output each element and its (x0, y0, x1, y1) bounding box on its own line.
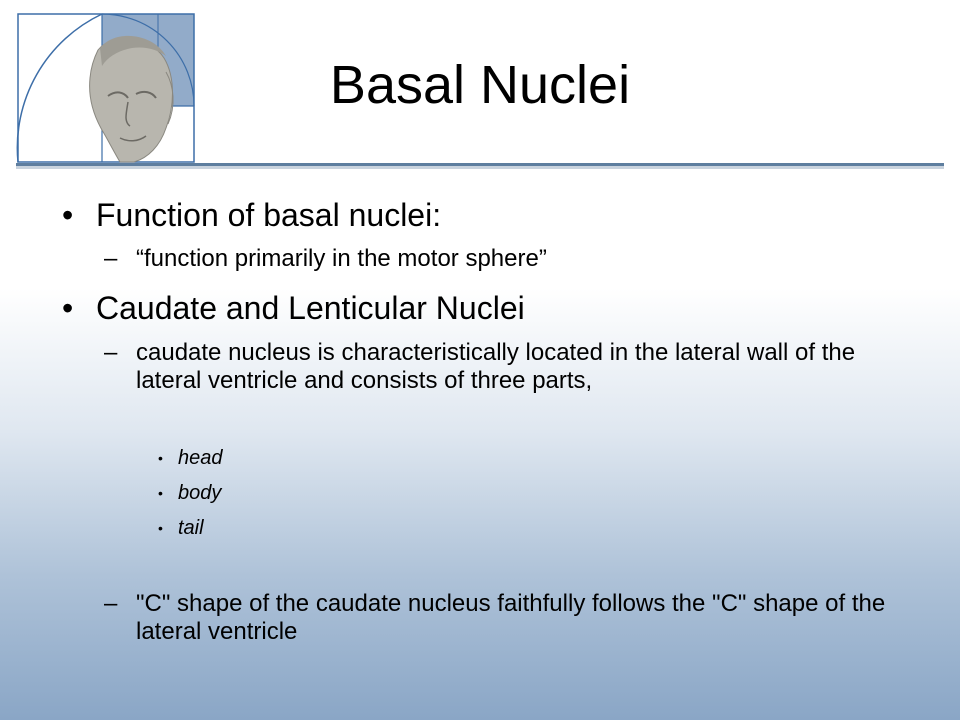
bullet-text: Function of basal nuclei: (96, 197, 442, 233)
bullet-marker: • (62, 290, 74, 326)
sub-bullet-text: "C" shape of the caudate nucleus faithfully follows the "C" shape of the lateral ventricle (136, 590, 886, 645)
small-bullet-marker: • (158, 520, 163, 536)
dash-marker: – (104, 245, 118, 272)
dash-marker: – (104, 339, 118, 366)
bullet-text: Caudate and Lenticular Nuclei (96, 290, 525, 326)
bullet-marker: • (62, 197, 74, 233)
small-bullet-marker: • (158, 450, 163, 466)
dash-marker: – (104, 590, 118, 617)
list-item-text: head (178, 447, 223, 469)
sub-bullet-text: “function primarily in the motor sphere” (136, 245, 547, 272)
small-bullet-marker: • (158, 485, 163, 501)
sub-bullet-text: caudate nucleus is characteristically located in the lateral wall of the lateral ventricle and consists of three parts, (136, 339, 856, 394)
slide-title: Basal Nuclei (329, 55, 631, 115)
list-item-text: tail (178, 517, 204, 539)
list-item-text: body (178, 482, 222, 504)
